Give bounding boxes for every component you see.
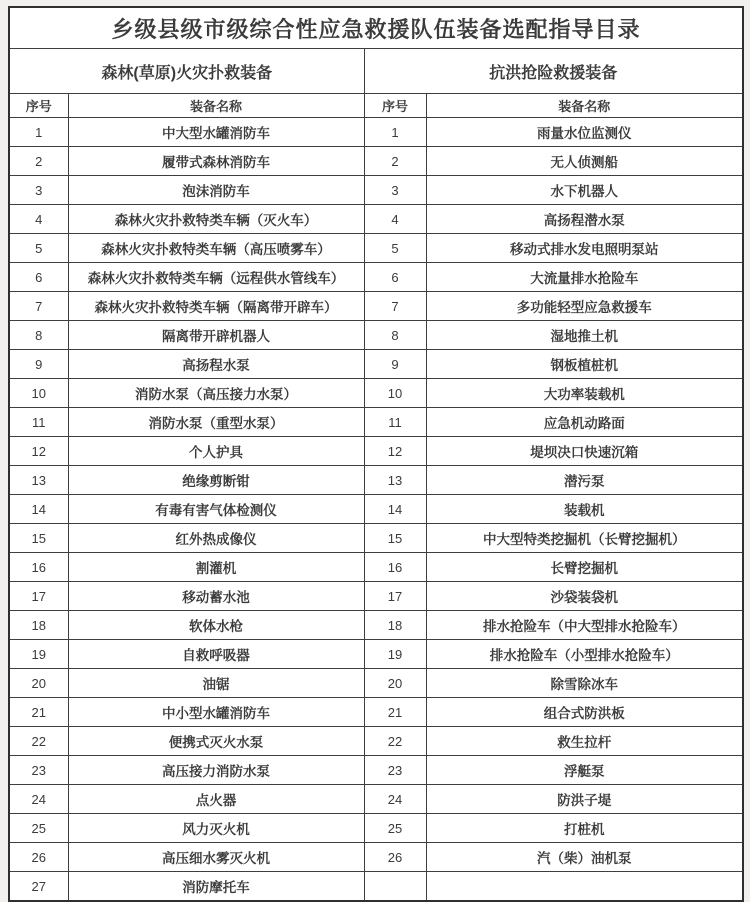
table-row: [9, 495, 743, 524]
right-equipment-name: 水下机器人: [426, 176, 743, 205]
right-seq: 1: [364, 118, 426, 147]
right-equipment-name: 排水抢险车（小型排水抢险车）: [426, 640, 743, 669]
left-seq: 19: [9, 640, 68, 669]
right-seq: 15: [364, 524, 426, 553]
right-equipment-name: 高扬程潜水泵: [426, 205, 743, 234]
column-header-row: [9, 94, 743, 118]
left-seq-header: 序号: [9, 94, 68, 118]
right-seq: 16: [364, 553, 426, 582]
right-seq: 5: [364, 234, 426, 263]
left-equipment-name: 有毒有害气体检测仪: [68, 495, 364, 524]
left-equipment-name: 森林火灾扑救特类车辆（高压喷雾车）: [68, 234, 364, 263]
left-equipment-name: 消防水泵（重型水泵）: [68, 408, 364, 437]
table-row: [9, 408, 743, 437]
left-seq: 23: [9, 756, 68, 785]
right-equipment-name: 防洪子堤: [426, 785, 743, 814]
left-seq: 7: [9, 292, 68, 321]
left-seq: 22: [9, 727, 68, 756]
right-seq: 4: [364, 205, 426, 234]
table-row: [9, 872, 743, 902]
table-row: [9, 466, 743, 495]
left-equipment-name: 高扬程水泵: [68, 350, 364, 379]
left-equipment-name: 自救呼吸器: [68, 640, 364, 669]
table-row: [9, 234, 743, 263]
left-equipment-name: 履带式森林消防车: [68, 147, 364, 176]
right-seq: 6: [364, 263, 426, 292]
table-row: [9, 843, 743, 872]
left-seq: 27: [9, 872, 68, 902]
right-equipment-name: 救生拉杆: [426, 727, 743, 756]
right-equipment-name: 无人侦测船: [426, 147, 743, 176]
left-seq: 11: [9, 408, 68, 437]
right-equipment-name: 湿地推土机: [426, 321, 743, 350]
left-seq: 12: [9, 437, 68, 466]
left-seq: 15: [9, 524, 68, 553]
left-seq: 14: [9, 495, 68, 524]
left-equipment-name: 消防水泵（高压接力水泵）: [68, 379, 364, 408]
right-equipment-name: 钢板植桩机: [426, 350, 743, 379]
left-seq: 2: [9, 147, 68, 176]
table-row: [9, 437, 743, 466]
right-seq: 22: [364, 727, 426, 756]
right-seq: 7: [364, 292, 426, 321]
equipment-catalog-table: [8, 6, 744, 902]
page-title: 乡级县级市级综合性应急救援队伍装备选配指导目录: [9, 7, 743, 49]
right-equipment-name: 沙袋装袋机: [426, 582, 743, 611]
table-row: [9, 524, 743, 553]
left-equipment-name: 风力灭火机: [68, 814, 364, 843]
right-equipment-name: 大功率装载机: [426, 379, 743, 408]
left-seq: 4: [9, 205, 68, 234]
left-seq: 16: [9, 553, 68, 582]
right-seq: 26: [364, 843, 426, 872]
section-header-row: [9, 49, 743, 94]
right-equipment-name: 除雪除冰车: [426, 669, 743, 698]
table-row: [9, 582, 743, 611]
right-equipment-name: 浮艇泵: [426, 756, 743, 785]
left-name-header: 装备名称: [68, 94, 364, 118]
left-seq: 8: [9, 321, 68, 350]
left-seq: 17: [9, 582, 68, 611]
left-equipment-name: 森林火灾扑救特类车辆（隔离带开辟车）: [68, 292, 364, 321]
left-equipment-name: 点火器: [68, 785, 364, 814]
right-seq: 13: [364, 466, 426, 495]
left-equipment-name: 油锯: [68, 669, 364, 698]
right-equipment-name: 装载机: [426, 495, 743, 524]
right-seq-header: 序号: [364, 94, 426, 118]
table-row: [9, 814, 743, 843]
right-equipment-name: 长臂挖掘机: [426, 553, 743, 582]
left-seq: 6: [9, 263, 68, 292]
table-row: [9, 640, 743, 669]
right-equipment-name: 堤坝决口快速沉箱: [426, 437, 743, 466]
table-row: [9, 698, 743, 727]
right-equipment-name: 汽（柴）油机泵: [426, 843, 743, 872]
left-seq: 13: [9, 466, 68, 495]
right-equipment-name: 应急机动路面: [426, 408, 743, 437]
table-row: [9, 756, 743, 785]
right-equipment-name: 大流量排水抢险车: [426, 263, 743, 292]
right-seq: 14: [364, 495, 426, 524]
table-row: [9, 611, 743, 640]
left-seq: 1: [9, 118, 68, 147]
left-seq: 20: [9, 669, 68, 698]
right-seq: 8: [364, 321, 426, 350]
right-equipment-name: 排水抢险车（中大型排水抢险车）: [426, 611, 743, 640]
right-seq: 21: [364, 698, 426, 727]
left-equipment-name: 高压接力消防水泵: [68, 756, 364, 785]
right-seq: 24: [364, 785, 426, 814]
right-name-header: 装备名称: [426, 94, 743, 118]
left-equipment-name: 森林火灾扑救特类车辆（远程供水管线车）: [68, 263, 364, 292]
table-row: [9, 321, 743, 350]
left-seq: 3: [9, 176, 68, 205]
left-equipment-name: 便携式灭火水泵: [68, 727, 364, 756]
left-equipment-name: 移动蓄水池: [68, 582, 364, 611]
table-row: [9, 379, 743, 408]
left-equipment-name: 绝缘剪断钳: [68, 466, 364, 495]
left-seq: 25: [9, 814, 68, 843]
right-equipment-name: 移动式排水发电照明泵站: [426, 234, 743, 263]
right-equipment-name: 雨量水位监测仪: [426, 118, 743, 147]
left-seq: 5: [9, 234, 68, 263]
right-equipment-name: 中大型特类挖掘机（长臂挖掘机）: [426, 524, 743, 553]
left-seq: 9: [9, 350, 68, 379]
right-seq: 9: [364, 350, 426, 379]
right-seq: 18: [364, 611, 426, 640]
table-row: [9, 669, 743, 698]
left-equipment-name: 红外热成像仪: [68, 524, 364, 553]
left-equipment-name: 个人护具: [68, 437, 364, 466]
left-equipment-name: 隔离带开辟机器人: [68, 321, 364, 350]
right-seq: 20: [364, 669, 426, 698]
right-seq: 11: [364, 408, 426, 437]
title-row: [9, 7, 743, 49]
left-equipment-name: 森林火灾扑救特类车辆（灭火车）: [68, 205, 364, 234]
right-seq: 23: [364, 756, 426, 785]
right-equipment-name: 多功能轻型应急救援车: [426, 292, 743, 321]
table-row: [9, 350, 743, 379]
table-row: [9, 292, 743, 321]
table-row: [9, 118, 743, 147]
section-title-forest-fire: 森林(草原)火灾扑救装备: [9, 49, 364, 94]
left-equipment-name: 泡沫消防车: [68, 176, 364, 205]
table-row: [9, 785, 743, 814]
table-row: [9, 147, 743, 176]
table-row: [9, 553, 743, 582]
right-seq: 19: [364, 640, 426, 669]
left-seq: 24: [9, 785, 68, 814]
right-seq: 17: [364, 582, 426, 611]
left-equipment-name: 中小型水罐消防车: [68, 698, 364, 727]
right-seq: 12: [364, 437, 426, 466]
left-equipment-name: 软体水枪: [68, 611, 364, 640]
right-seq: 10: [364, 379, 426, 408]
right-equipment-name: 组合式防洪板: [426, 698, 743, 727]
left-equipment-name: 消防摩托车: [68, 872, 364, 902]
right-equipment-name: 潜污泵: [426, 466, 743, 495]
right-seq: 2: [364, 147, 426, 176]
left-seq: 21: [9, 698, 68, 727]
section-title-flood-rescue: 抗洪抢险救援装备: [364, 49, 743, 94]
left-seq: 18: [9, 611, 68, 640]
left-seq: 26: [9, 843, 68, 872]
table-row: [9, 205, 743, 234]
right-seq: 25: [364, 814, 426, 843]
right-equipment-name: 打桩机: [426, 814, 743, 843]
right-seq: 3: [364, 176, 426, 205]
table-row: [9, 727, 743, 756]
table-row: [9, 263, 743, 292]
left-equipment-name: 中大型水罐消防车: [68, 118, 364, 147]
left-equipment-name: 割灌机: [68, 553, 364, 582]
right-equipment-name: [426, 872, 743, 902]
right-seq: [364, 872, 426, 902]
left-seq: 10: [9, 379, 68, 408]
left-equipment-name: 高压细水雾灭火机: [68, 843, 364, 872]
table-row: [9, 176, 743, 205]
